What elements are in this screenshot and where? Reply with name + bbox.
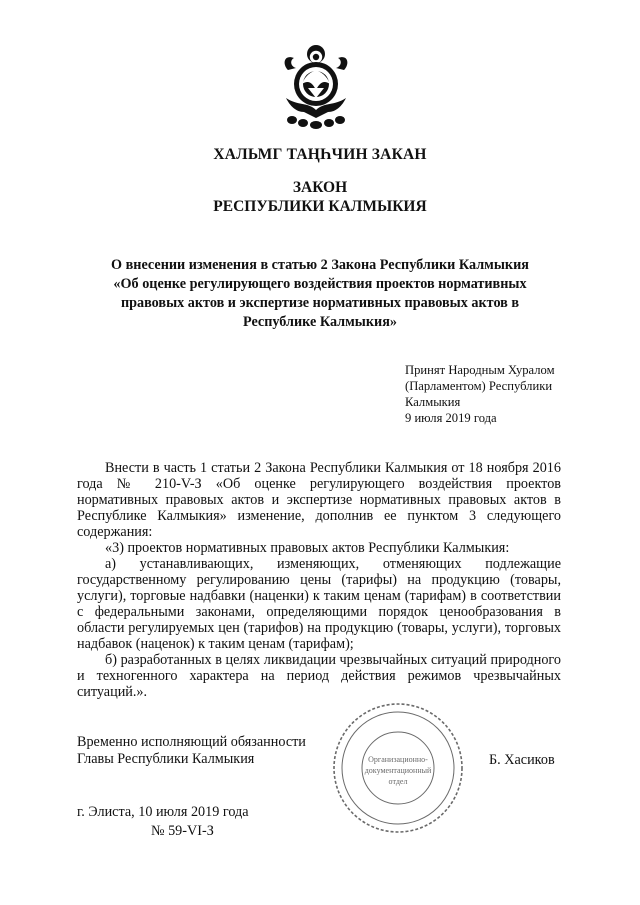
city-date: г. Элиста, 10 июля 2019 года [77, 804, 249, 820]
adopted-line1: Принят Народным Хуралом [405, 363, 555, 377]
adopted-line3: Калмыкия [405, 395, 461, 409]
stamp-inner-line3: отдел [388, 777, 408, 786]
law-title-line2: РЕСПУБЛИКИ КАЛМЫКИЯ [213, 198, 427, 215]
signer-line2: Главы Республики Калмыкия [77, 751, 255, 767]
title-line2: «Об оценке регулирующего воздействия проектов нормативных [113, 276, 527, 292]
law-title-line1: ЗАКОН [292, 179, 348, 196]
signer-position [77, 734, 306, 768]
body-paragraph-1: Внести в часть 1 статьи 2 Закона Республики Калмыкия от 18 ноября 2016 года № 210-V-З «Об оценке регулирующего воздействия проектов нормативных правовых актов и экспертизе нормативных правовых актов в Республике Калмыкия» изменение, дополнив ее пунктом 3 следующего содержания: [77, 460, 561, 540]
body-paragraph-2: «3) проектов нормативных правовых актов Республики Калмыкия: [105, 540, 510, 556]
title-line1: О внесении изменения в статью 2 Закона Республики Калмыкия [111, 257, 529, 273]
stamp-inner-line2: документационный [364, 766, 432, 775]
stamp-inner-line1: Организационно- [368, 755, 428, 764]
law-header [0, 178, 640, 216]
adopted-line2: (Парламентом) Республики [405, 379, 553, 393]
title-line3: правовых актов и экспертизе нормативных правовых актов в [120, 295, 520, 311]
title-line4: Республике Калмыкия» [242, 314, 397, 330]
official-stamp-icon [330, 700, 466, 836]
signer-line1: Временно исполняющий обязанности [77, 734, 306, 750]
kalmykia-emblem-icon [278, 40, 354, 130]
document-title [0, 256, 640, 332]
body-paragraph-3: а) устанавливающих, изменяющих, отменяющих подлежащие государственному регулированию цены (тарифы) на продукцию (товары, услуги), торговые надбавки (наценки) к таким ценам (тарифам) в соответствии с федеральными законами, определяющими порядок ценообразования в области регулируемых цен (тарифов) на продукцию (товары, услуги), торговых надбавок (наценок) к таким ценам (тарифам); [77, 556, 561, 652]
adoption-note [405, 362, 605, 426]
law-number: № 59-VI-З [151, 823, 214, 839]
adopted-date: 9 июля 2019 года [405, 411, 497, 425]
law-body [77, 460, 561, 700]
body-paragraph-4: б) разработанных в целях ликвидации чрезвычайных ситуаций природного и техногенного характера на период действия режимов чрезвычайных ситуаций.». [77, 652, 561, 700]
kalmyk-title: ХАЛЬМГ ТАҢҺЧИН ЗАКАН [213, 146, 427, 163]
signer-name: Б. Хасиков [489, 752, 555, 768]
place-and-number [77, 803, 249, 841]
